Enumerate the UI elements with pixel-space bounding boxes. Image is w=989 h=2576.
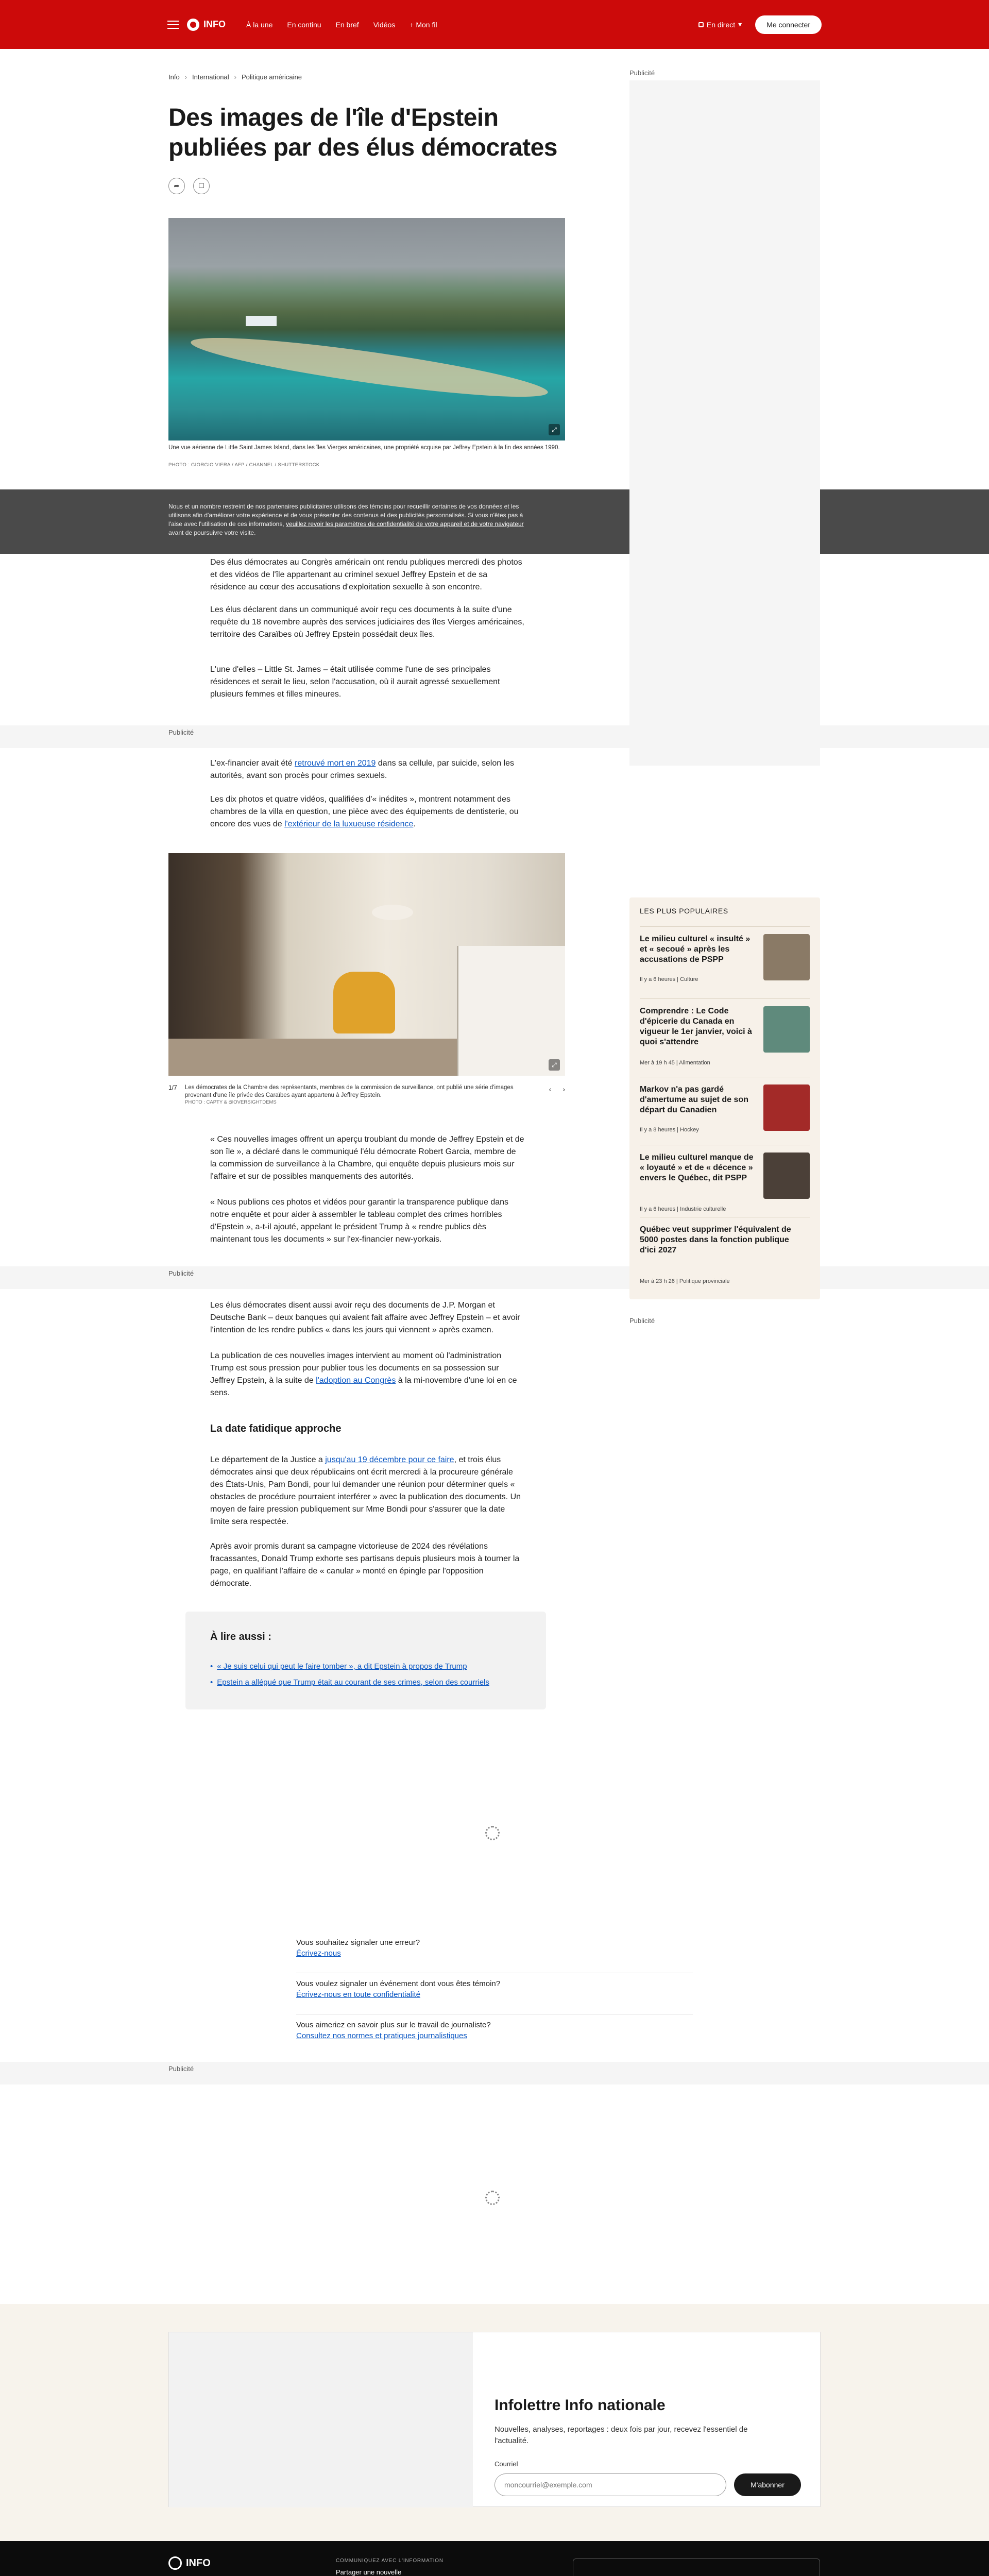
breadcrumb-item[interactable]: Politique américaine [241, 73, 302, 81]
next-arrow-icon[interactable]: › [562, 1085, 565, 1093]
gallery-photo[interactable] [168, 853, 565, 1076]
footer-link[interactable]: Partager une nouvelle [336, 2568, 402, 2576]
ad-label: Publicité [629, 69, 655, 77]
footer-column: COMMUNIQUEZ AVEC L'INFORMATION Partager une nouvelle [336, 2556, 444, 2576]
feedback-section [296, 1932, 693, 2056]
feedback-link[interactable]: Consultez nos normes et pratiques journalistiques [296, 2031, 467, 2040]
thumbnail [763, 1153, 810, 1199]
thumbnail [763, 1084, 810, 1131]
popular-item[interactable]: Le milieu culturel « insulté » et « secoué » après les accusations de PSPP Il y a 6 heures | Culture [640, 926, 810, 998]
feedback-link[interactable]: Écrivez-nous en toute confidentialité [296, 1990, 420, 1999]
read-more-box [185, 1612, 546, 1709]
popular-title: LES PLUS POPULAIRES [640, 907, 728, 915]
paragraph: La publication de ces nouvelles images intervient au moment où l'administration Trump est sous pression pour publier tous les documents en sa possession sur Jeffrey Epstein, à la suite de l'adoption au Congrès à la mi-novembre d'une loi en ce sens. [210, 1351, 517, 1397]
section-heading: La date fatidique approche [210, 1423, 342, 1434]
newsletter-card [168, 2332, 821, 2507]
paragraph: « Ces nouvelles images offrent un aperçu troublant du monde de Jeffrey Epstein et de son île », a déclaré dans le communiqué l'élu démocrate Robert Garcia, membre de la commission de surveillance à la Chambre, qui enquête depuis plusieurs mois sur l'affaire et sur de possibles manquements des autorités. [210, 1135, 524, 1181]
live-icon [698, 22, 704, 27]
popular-item[interactable]: Markov n'a pas gardé d'amertume au sujet de son départ du Canadien Il y a 8 heures | Hockey [640, 1077, 810, 1145]
email-field[interactable] [494, 2473, 726, 2496]
read-more-title: À lire aussi : [210, 1631, 271, 1642]
privacy-settings-link[interactable]: veuillez revoir les paramètres de confidentialité de votre appareil et de votre navigateur [286, 520, 524, 528]
nav-item-bref[interactable]: En bref [335, 20, 359, 29]
paragraph: L'ex-financier avait été retrouvé mort en 2019 dans sa cellule, par suicide, selon les autorités, avant son procès pour crimes sexuels. [210, 759, 515, 780]
feedback-question: Vous souhaitez signaler une erreur? [296, 1938, 420, 1947]
popular-item[interactable]: Comprendre : Le Code d'épicerie du Canada en vigueur le 1er janvier, voici à quoi s'attendre Mer à 19 h 45 | Alimentation [640, 998, 810, 1077]
read-more-link[interactable]: Epstein a allégué que Trump était au courant de ses crimes, selon des courriels [217, 1678, 489, 1687]
nav-item-continu[interactable]: En continu [287, 20, 321, 29]
share-icon[interactable]: ➦ [168, 178, 185, 194]
feedback-question: Vous aimeriez en savoir plus sur le travail de journaliste? [296, 2021, 491, 2029]
radio-canada-gem-icon [187, 19, 199, 31]
ad-banner: Publicité [0, 1266, 989, 1289]
gallery-credit: PHOTO : CAPTY & @OVERSIGHTDEMS [185, 1099, 277, 1105]
popular-item[interactable]: Le milieu culturel manque de « loyauté » et de « décence » envers le Québec, dit PSPP Il y a 6 heures | Industrie culturelle [640, 1145, 810, 1217]
inline-link[interactable]: jusqu'au 19 décembre pour ce faire [325, 1455, 454, 1464]
popular-box [629, 897, 820, 1299]
photo-caption: Une vue aérienne de Little Saint James Island, dans les îles Vierges américaines, une propriété acquise par Jeffrey Epstein à la fin des années 1990. [168, 445, 560, 451]
inline-link[interactable]: retrouvé mort en 2019 [295, 759, 376, 768]
save-icon[interactable]: ☐ [193, 178, 210, 194]
radio-canada-gem-icon [168, 2556, 182, 2570]
sidebar-ad [629, 80, 820, 766]
site-header [0, 0, 989, 49]
newsletter-subtitle: Nouvelles, analyses, reportages : deux fois par jour, recevez l'essentiel de l'actualité. [494, 2425, 748, 2445]
site-footer [0, 2541, 989, 2576]
feedback-link[interactable]: Écrivez-nous [296, 1949, 341, 1958]
aerial-photo [168, 218, 565, 440]
photo-credit: PHOTO : GIORGIO VIERA / AFP / CHANNEL / SHUTTERSTOCK [168, 462, 320, 468]
footer-logo[interactable]: INFO [168, 2556, 211, 2570]
nav-item-mon-fil[interactable]: + Mon fil [410, 20, 437, 29]
loading-spinner-icon [485, 1826, 500, 1840]
inline-link[interactable]: l'extérieur de la luxueuse résidence [284, 820, 414, 828]
thumbnail [763, 1006, 810, 1053]
expand-icon[interactable]: ⤢ [549, 424, 560, 435]
login-button[interactable]: Me connecter [755, 15, 822, 34]
paragraph: Les élus déclarent dans un communiqué avoir reçu ces documents à la suite d'une requête du 18 novembre auprès des services judiciaires des îles Vierges américaines, territoire des Caraïbes où Jeffrey Epstein possédait deux îles. [210, 605, 524, 639]
newsletter-illustration [169, 2332, 473, 2507]
subscribe-button[interactable]: M'abonner [734, 2473, 801, 2496]
paragraph: Les dix photos et quatre vidéos, qualifiées d'« inédites », montrent notamment des chambres de la villa en question, une pièce avec des équipements de dentisterie, ou encore des vues de l'extérieur de la luxueuse résidence. [210, 795, 519, 828]
breadcrumb-item[interactable]: Info [168, 73, 180, 81]
feedback-question: Vous voulez signaler un événement dont vous êtes témoin? [296, 1979, 501, 1988]
breadcrumb: Info › International › Politique américaine [168, 73, 302, 81]
prev-arrow-icon[interactable]: ‹ [549, 1085, 552, 1093]
popular-item[interactable]: Québec veut supprimer l'équivalent de 5000 postes dans la fonction publique d'ici 2027 Mer à 23 h 26 | Politique provinciale [640, 1217, 810, 1289]
newsletter-section [0, 2304, 989, 2541]
nav-item-videos[interactable]: Vidéos [373, 20, 396, 29]
ad-banner: Publicité [0, 725, 989, 748]
logo[interactable]: INFO [187, 19, 226, 31]
gallery-caption-bar [168, 1084, 565, 1105]
paragraph: L'une d'elles – Little St. James – était utilisée comme l'une de ses principales résidences et serait le lieu, selon l'accusation, où il aurait agressé sexuellement plusieurs femmes et filles mineures. [210, 665, 500, 699]
newsletter-promo [573, 2558, 820, 2576]
ad-banner: Publicité [0, 2062, 989, 2084]
paragraph: Le département de la Justice a jusqu'au 19 décembre pour ce faire, et trois élus démocrates ainsi que deux républicains ont écrit mercredi à la procureure générale des États-Unis, Pam Bondi, pour lui demander une réunion pour déterminer quels « obstacles de procédure pourraient interférer » avec la publication des documents. Un moyen de faire pression publiquement sur Mme Bondi pour s'assurer que la date limite sera respectée. [210, 1455, 521, 1526]
cookie-banner [0, 489, 989, 554]
paragraph: Après avoir promis durant sa campagne victorieuse de 2024 des révélations fracassantes, Donald Trump exhorte ses partisans depuis plusieurs mois à tourner la page, en qualifiant l'affaire de « canular » monté en épingle par l'opposition démocrate. [210, 1542, 520, 1588]
paragraph: Des élus démocrates au Congrès américain ont rendu publiques mercredi des photos et des vidéos de l'île appartenant au criminel sexuel Jeffrey Epstein et de sa résidence au cœur des accusations d'exploitation sexuelle à son encontre. [210, 558, 522, 591]
email-label: Courriel [494, 2460, 518, 2468]
ad-label: Publicité [629, 1317, 655, 1325]
menu-icon[interactable] [167, 21, 179, 29]
paragraph: « Nous publions ces photos et vidéos pour garantir la transparence publique dans notre enquête et pour aider à assembler le tableau complet des crimes horribles d'Epstein », a-t-il ajouté, appelant le président Trump à « rendre publics dès maintenant tous les documents » sur l'ex-financier new-yorkais. [210, 1198, 509, 1244]
gallery-caption: Les démocrates de la Chambre des représentants, membres de la commission de surveillance, ont publié une série d'images provenant d'une île privée des Caraïbes ayant appartenu à Jeffrey Epstein. [185, 1084, 514, 1098]
thumbnail [763, 934, 810, 980]
cookie-text: Nous et un nombre restreint de nos partenaires publicitaires utilisons des témoins pour recueillir certaines de vos données et les utilisons afin d'améliorer votre expérience et de vous présenter des contenus et des publicités personnalisés. Si vous n'êtes pas à l'aise avec l'utilisation de ces informations, veuillez revoir les paramètres de confidentialité de votre appareil et de votre navigateur avant de poursuivre votre visite. [168, 503, 524, 536]
breadcrumb-item[interactable]: International [192, 73, 229, 81]
read-more-link[interactable]: « Je suis celui qui peut le faire tomber », a dit Epstein à propos de Trump [217, 1662, 467, 1671]
gallery-counter: 1/7 [168, 1084, 177, 1091]
article-title: Des images de l'île d'Epstein publiées par des élus démocrates [168, 104, 557, 161]
newsletter-title: Infolettre Info nationale [494, 2397, 666, 2414]
paragraph: Les élus démocrates disent aussi avoir reçu des documents de J.P. Morgan et Deutsche Bank – deux banques qui avaient fait affaire avec Jeffrey Epstein – et avoir l'intention de les rendre publics « dans les jours qui viennent » après examen. [210, 1301, 520, 1334]
main-nav [246, 21, 437, 29]
inline-link[interactable]: l'adoption au Congrès [316, 1376, 396, 1385]
live-dropdown[interactable]: En direct ▾ [698, 20, 742, 29]
expand-icon[interactable]: ⤢ [549, 1059, 560, 1071]
nav-item-une[interactable]: À la une [246, 20, 273, 29]
loading-spinner-icon [485, 2191, 500, 2205]
